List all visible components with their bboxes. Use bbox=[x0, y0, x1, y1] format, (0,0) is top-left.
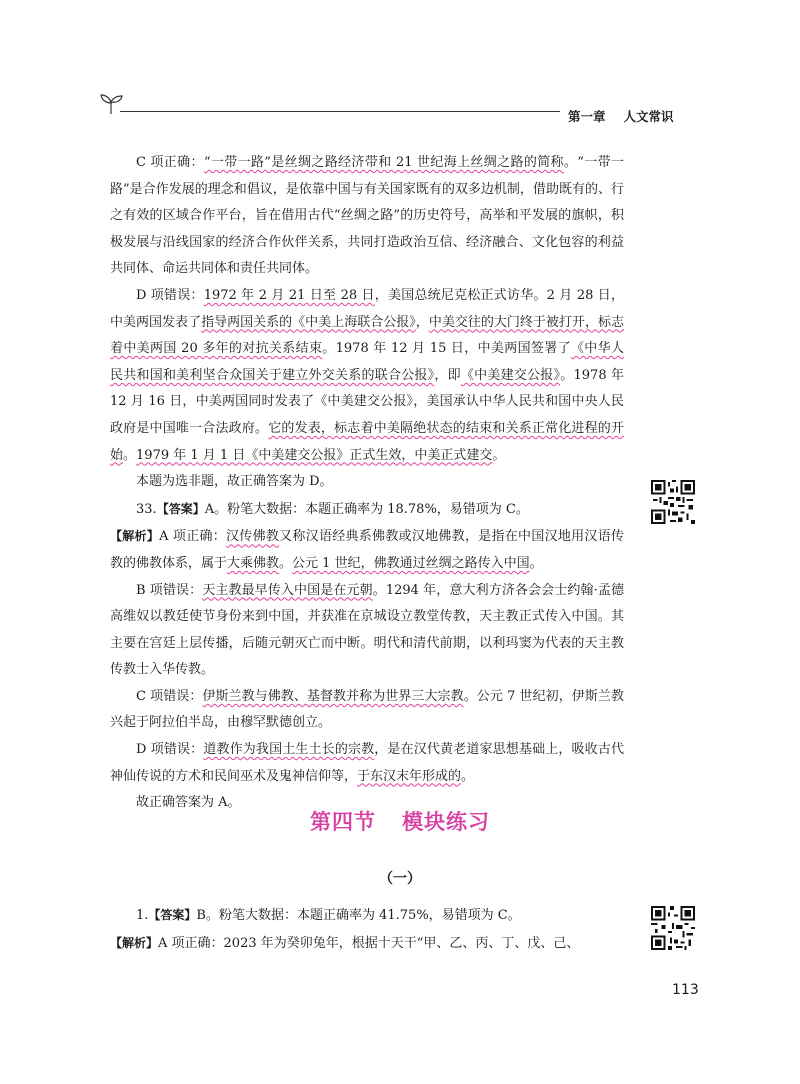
text-run: 。 bbox=[529, 555, 543, 571]
label-tag: 【答案】 bbox=[148, 908, 197, 922]
paragraph bbox=[110, 684, 624, 737]
text-run: 本题为选非题，故正确答案为 D。 bbox=[136, 474, 333, 490]
underlined-key-phrase: 伊斯兰教与佛教、基督教并称为世界三大宗教 bbox=[202, 688, 464, 704]
text-run: 1. bbox=[136, 908, 149, 923]
text-run: 。 bbox=[123, 447, 137, 463]
paragraph bbox=[110, 523, 624, 577]
underlined-key-phrase: 《中华人民共和国和美利坚合众国关于建立外交关系的联合公报》 bbox=[110, 341, 624, 383]
text-run: ，美国总统尼克松正式访华。2 月 28 日，中美两国发表了 bbox=[110, 287, 624, 330]
underlined-key-phrase: 大乘佛教 bbox=[227, 555, 280, 571]
paragraph bbox=[110, 930, 624, 958]
underlined-key-phrase: 指导两国关系的《中美上海联合公报》 bbox=[201, 314, 416, 330]
text-run: ，是在汉代黄老道家思想基础上，吸收古代神仙传说的方术和民间巫术及鬼神信仰等， bbox=[110, 742, 624, 784]
paragraph bbox=[110, 737, 624, 790]
underlined-key-phrase: 1972 年 2 月 21 日至 28 日 bbox=[203, 287, 375, 303]
text-run: 。1978 年 12 月 16 日，中美两国同时发表了《中美建交公报》，美国承认中华人民共和国中央人民政府是中国唯一合法政府。 bbox=[110, 367, 624, 436]
underlined-key-phrase: “一带一路”是丝绸之路经济带和 21 世纪海上丝绸之路的简称 bbox=[203, 155, 564, 170]
text-run: 。1294 年，意大利方济各会会士约翰·孟德高维奴以教廷使节身份来到中国，并获准在京城设立教堂传教，天主教正式传入中国。其主要在宫廷上层传播，后随元朝灭亡而中断。明代和清代前期，以利玛窦为代表的天主教传教士入华传教。 bbox=[110, 582, 624, 678]
text-run: 故正确答案为 A。 bbox=[136, 795, 241, 811]
underlined-key-phrase: 它的发表，标志着中美隔绝状态的结束和关系正常化进程的开始 bbox=[110, 420, 624, 463]
underlined-key-phrase: 于东汉末年形成的 bbox=[357, 768, 462, 784]
text-run: B 项错误： bbox=[136, 582, 203, 598]
paragraph bbox=[110, 496, 624, 524]
underlined-key-phrase: 《中美建交公报》 bbox=[460, 367, 561, 383]
section-number: 第四节 bbox=[310, 810, 376, 834]
text-run: 。“一带一路”是合作发展的理念和倡议，是依靠中国与有关国家既有的双多边机制，借助既有的、行之有效的区域合作平台，旨在借用古代“丝绸之路”的历史符号，高举和平发展的旗帜，积极发展与沿线国家的经济合作伙伴关系，共同打造政治互信、经济融合、文化包容的利益共同体、命运共同体和责任共同体。 bbox=[110, 155, 624, 277]
text-run: 。1978 年 12 月 15 日，中美两国签署了 bbox=[322, 341, 571, 357]
section-title bbox=[0, 806, 800, 836]
text-run: 。 bbox=[461, 768, 475, 784]
text-run: A。粉笔大数据：本题正确率为 18.78%，易错项为 C。 bbox=[204, 501, 529, 517]
text-run: 。 bbox=[279, 555, 293, 571]
underlined-key-phrase: 1979 年 1 月 1 日《中美建交公报》正式生效，中美正式建交 bbox=[136, 447, 493, 463]
text-run: A 项正确：2023 年为癸卯兔年，根据十天干“甲、乙、丙、丁、戊、己、 bbox=[158, 935, 580, 951]
text-run: 。公元 7 世纪初，伊斯兰教兴起于阿拉伯半岛，由穆罕默德创立。 bbox=[110, 688, 624, 731]
text-run: D 项错误： bbox=[136, 742, 204, 758]
underlined-key-phrase: 汉传佛教 bbox=[226, 529, 280, 545]
practice-explanations bbox=[110, 902, 624, 957]
section-name: 模块练习 bbox=[402, 810, 490, 834]
chapter-number: 第一章 bbox=[568, 109, 606, 124]
text-run: 33. bbox=[136, 501, 157, 517]
paragraph bbox=[110, 469, 624, 496]
answer-explanations bbox=[110, 150, 624, 817]
text-run: B。粉笔大数据：本题正确率为 41.75%，易错项为 C。 bbox=[196, 908, 521, 923]
qr-code-icon[interactable] bbox=[651, 480, 695, 524]
page-number: 113 bbox=[672, 982, 699, 998]
underlined-key-phrase: 道教作为我国土生土长的宗教 bbox=[203, 742, 375, 758]
text-run: ， bbox=[415, 314, 429, 330]
paragraph bbox=[110, 578, 624, 684]
text-run: ，即 bbox=[434, 367, 461, 383]
paragraph bbox=[110, 150, 624, 283]
chapter-header bbox=[560, 107, 708, 127]
chapter-title: 人文常识 bbox=[623, 109, 674, 124]
qr-code-icon[interactable] bbox=[651, 906, 695, 950]
text-run: C 项正确： bbox=[136, 155, 204, 170]
text-run: D 项错误： bbox=[136, 287, 204, 303]
paragraph bbox=[110, 902, 624, 930]
label-tag: 【解析】 bbox=[110, 935, 159, 950]
paragraph bbox=[110, 283, 624, 469]
label-tag: 【答案】 bbox=[156, 501, 205, 516]
underlined-key-phrase: 中美交往的大门终于被打开，标志着中美两国 20 多年的对抗关系结束 bbox=[110, 314, 624, 357]
underlined-key-phrase: 天主教最早传入中国是在元朝 bbox=[202, 582, 373, 598]
label-tag: 【解析】 bbox=[110, 529, 160, 544]
underlined-key-phrase: 公元 1 世纪，佛教通过丝绸之路传入中国 bbox=[292, 555, 530, 571]
text-run: 又称汉语经典系佛教或汉地佛教，是指在中国汉地用汉语传教的佛教体系，属于 bbox=[110, 529, 624, 571]
text-run: A 项正确： bbox=[159, 529, 227, 545]
text-run: 。 bbox=[492, 447, 506, 463]
subsection-title: （一） bbox=[379, 871, 421, 887]
text-run: C 项错误： bbox=[136, 688, 203, 704]
